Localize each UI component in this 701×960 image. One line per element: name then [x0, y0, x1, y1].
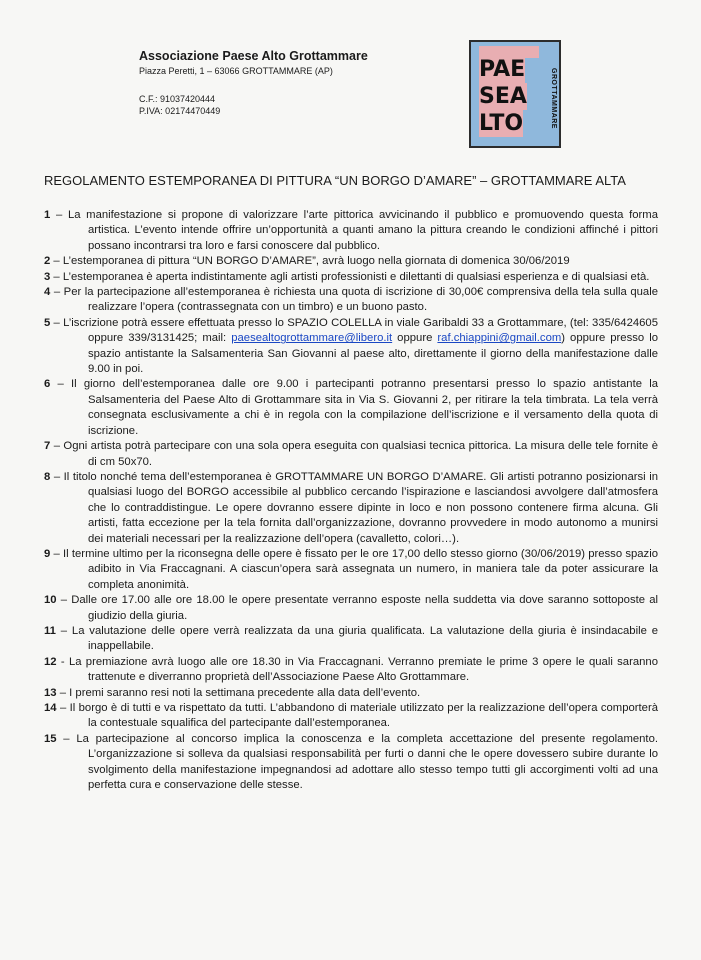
- rule-8: [44, 470, 658, 547]
- logo-wordmark: [479, 56, 541, 137]
- rule-9: [44, 547, 658, 593]
- rule-text: – Il titolo nonché tema dell’estemporanea è GROTTAMMARE UN BORGO D’AMARE. Gli artisti potranno posizionarsi in qualsiasi luogo del BORGO accessibile al pubblico cercando l’ispirazione e lasciandosi avvolgere dall’atmosfera che lo contraddistingue. Le opere dovranno essere dipinte in loco e non possono contenere firma alcuna. Gli artisti, fatta eccezione per la tela fornita dall’organizzazione, dovranno provvedere in modo autonomo a munirsi dei materiali necessari per la realizzazione dell’opera (cavalletto, colori…).: [50, 470, 658, 545]
- email-link-chiappini[interactable]: raf.chiappini@gmail.com: [437, 332, 562, 345]
- rule-number: 14: [44, 702, 57, 714]
- rule-number: 11: [44, 624, 56, 637]
- rules-list: [44, 208, 658, 793]
- rule-number: 12: [44, 655, 57, 668]
- rule-text: – Il termine ultimo per la riconsegna delle opere è fissato per le ore 17,00 dello stesso giorno (30/06/2019) presso spazio adibito in Via Fraccagnani. A ciascun’opera sarà assegnata un numero, in maniera tale da poter assicurare la completa anonimità.: [50, 547, 658, 591]
- logo-line-1: PAE: [479, 57, 526, 82]
- organization-address: Piazza Peretti, 1 – 63066 GROTTAMMARE (AP): [139, 66, 333, 76]
- rule-text: – Il borgo è di tutti e va rispettato da tutti. L’abbandono di materiale utilizzato per la realizzazione dell’opera comporterà la contestuale squalifica del partecipante dall’estemporanea.: [56, 702, 658, 730]
- rule-15: [44, 732, 658, 794]
- rule-text: – L’iscrizione potrà essere effettuata presso lo SPAZIO COLELLA in viale Garibaldi 33 a Grottammare, (tel: 335/6424605 oppure 339/3131425; mail:: [50, 316, 658, 345]
- association-logo: [469, 40, 561, 148]
- rule-number: 3: [44, 270, 51, 283]
- rule-number: 15: [44, 732, 57, 745]
- rule-2: [44, 254, 658, 269]
- document-title: REGOLAMENTO ESTEMPORANEA DI PITTURA “UN BORGO D’AMARE” – GROTTAMMARE ALTA: [44, 173, 626, 188]
- rule-text: – La manifestazione si propone di valorizzare l’arte pittorica avvicinando il pubblico e promuovendo questa forma artistica. L’evento intende offrire un’opportunità a quanti amano la pittura creando le condizioni affinché i pittori possano incontrarsi tra loro e farsi conoscere dal pubblico.: [50, 209, 658, 252]
- rule-number: 1: [44, 209, 51, 221]
- rule-number: 7: [44, 440, 51, 453]
- rule-5: [44, 316, 658, 378]
- rule-6: [44, 377, 658, 439]
- rule-text: – L’estemporanea di pittura “UN BORGO D’AMARE”, avrà luogo nella giornata di domenica 30/06/2019: [50, 255, 570, 268]
- rule-text: – Il giorno dell’estemporanea dalle ore 9.00 i partecipanti potranno presentarsi presso lo spazio antistante la Salsamenteria del Paese Alto di Grottammare sita in Via S. Giovanni 2, per ritirare la tela timbrata. La tela verrà consegnata esclusivamente a chi è in regola con la compilazione dell’iscrizione e il versamento della quota di iscrizione.: [50, 378, 658, 437]
- rule-text: ) oppure presso lo spazio antistante la Salsamenteria San Giovanni al paese alto, direttamente il giorno della manifestazione dalle 9.00 in poi.: [88, 332, 658, 376]
- rule-text: – La partecipazione al concorso implica la conoscenza e la completa accettazione del presente regolamento. L’organizzazione si solleva da qualsiasi responsabilità per furti o danni che le opere dovessero subire durante lo svolgimento della manifestazione impegnandosi ad adottare allo stesso tempo tutti gli accorgimenti volti ad una perfetta cura e conservazione delle stesse.: [56, 732, 658, 792]
- vat-number: P.IVA: 02174470449: [139, 106, 221, 116]
- rule-1: [44, 208, 658, 254]
- rule-text: – I premi saranno resi noti la settimana precedente alla data dell’evento.: [56, 686, 421, 699]
- rule-text: – L’estemporanea è aperta indistintamente agli artisti professionisti e dilettanti di qualsiasi esperienza e di qualsiasi età.: [50, 270, 650, 283]
- rule-12: [44, 655, 658, 686]
- rule-number: 9: [44, 547, 51, 560]
- rule-number: 4: [44, 286, 51, 299]
- rule-number: 2: [44, 255, 51, 268]
- logo-side-text: GROTTAMMARE: [550, 68, 557, 129]
- rule-4: [44, 285, 658, 316]
- logo-line-2: SEA: [479, 84, 527, 109]
- rule-text: – Dalle ore 17.00 alle ore 18.00 le opere presentate verranno esposte nella suddetta via dove saranno sottoposte al giudizio della giuria.: [56, 594, 658, 622]
- rule-7: [44, 439, 658, 470]
- email-link-paesealto[interactable]: paesealtogrottammare@libero.it: [231, 332, 393, 345]
- rule-text: – La valutazione delle opere verrà realizzata da una giuria qualificata. La valutazione della giuria è insindacabile e inappellabile.: [55, 624, 658, 653]
- logo-line-3: LTO: [479, 111, 524, 136]
- tax-code: C.F.: 91037420444: [139, 94, 216, 104]
- letterhead: [139, 48, 368, 117]
- rule-13: [44, 686, 658, 701]
- rule-number: 8: [44, 470, 51, 483]
- rule-14: [44, 701, 658, 732]
- organization-name: Associazione Paese Alto Grottammare: [139, 49, 368, 63]
- rule-text: – Per la partecipazione all’estemporanea è richiesta una quota di iscrizione di 30,00€ comprensiva della tela sulla quale realizzare l’opera (contrassegnata con un timbro) e un buono pasto.: [50, 286, 658, 314]
- rule-11: [44, 624, 658, 655]
- rule-3: [44, 270, 658, 285]
- rule-10: [44, 593, 658, 624]
- rule-text: oppure: [392, 332, 438, 345]
- rule-number: 5: [44, 316, 51, 329]
- rule-text: – Ogni artista potrà partecipare con una sola opera eseguita con qualsiasi tecnica pittorica. La misura delle tele fornite è di cm 50x70.: [50, 440, 658, 468]
- rule-number: 13: [44, 686, 57, 699]
- rule-number: 10: [44, 594, 57, 607]
- rule-text: - La premiazione avrà luogo alle ore 18.30 in Via Fraccagnani. Verranno premiate le prime 3 opere le quali saranno trattenute e diverranno proprietà dell’Associazione Paese Alto Grottammare.: [56, 655, 658, 684]
- rule-number: 6: [44, 378, 51, 391]
